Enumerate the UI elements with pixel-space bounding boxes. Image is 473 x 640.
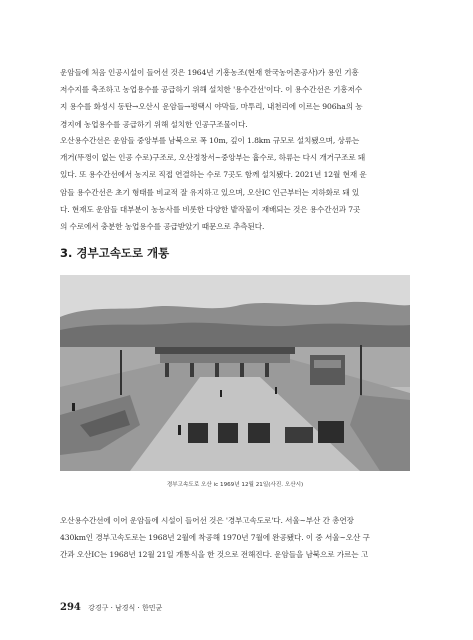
text-line: 경지에 농업용수를 공급하기 위해 설치한 인공구조물이다. xyxy=(60,119,248,129)
text-line: 저수지를 축조하고 농업용수를 공급하기 위해 설치한 '용수간선'이다. 이 용수간선은 기흥저수 xyxy=(60,85,363,95)
text-line: 다. 현재도 운암들 대부분이 농농사를 비롯한 다양한 밭작물이 재배되는 것은 용수간선과 7곳 xyxy=(60,204,361,214)
text-line: 간과 오산IC는 1968년 12월 21일 개통식을 한 것으로 전해진다. 운암들을 남북으로 가르는 고 xyxy=(60,550,369,560)
section-heading: 3. 경부고속도로 개통 xyxy=(60,246,170,260)
text-line: 의 수로에서 충분한 농업용수를 공급받았기 때문으로 추측된다. xyxy=(60,222,265,232)
page-footer xyxy=(60,602,162,613)
photo-caption: 경부고속도로 오산 ic 1969년 12월 21일(사진. 오산시) xyxy=(166,482,304,488)
text-line: 개거(뚜껑이 없는 인공 수로)구조로, 오산정창서~중앙부는 흄수로, 하류는 다시 개거구조로 돼 xyxy=(60,153,366,163)
paragraph-1 xyxy=(60,64,416,133)
text-line: 운암들에 처음 인공시설이 들어선 것은 1964년 기흥농조(현재 한국농어촌공사)가 용인 기흥 xyxy=(60,68,359,77)
highway-photo xyxy=(60,275,410,471)
text-line: 오산용수간선에 이어 운암들에 시설이 들어선 것은 '경부고속도로'다. 서울~부산 간 총연장 xyxy=(60,516,354,525)
text-line: 430km인 경부고속도로는 1968년 2월에 착공해 1970년 7월에 완공됐다. 이 중 서울~오산 구 xyxy=(60,533,370,543)
text-line: 암들 용수간선은 초기 형태를 비교적 잘 유지하고 있으며, 오산IC 인근부터는 지하화로 돼 있 xyxy=(60,187,360,197)
paragraph-3 xyxy=(60,512,416,564)
paragraph-2 xyxy=(60,132,416,235)
text-line: 지 용수를 화성시 동탄→오산시 운암들→평택시 야막들, 마투리, 내천리에 이르는 906ha의 농 xyxy=(60,102,363,112)
page-number: 294 xyxy=(60,602,81,613)
text-line: 오산용수간선은 운암들 중앙부를 남북으로 폭 10m, 깊이 1.8km 규모로 설치됐으며, 상류는 xyxy=(60,136,360,145)
text-line: 있다. 또 용수간선에서 농지로 직접 연결하는 수로 7곳도 함께 설치됐다. 2021년 12월 현재 운 xyxy=(60,170,367,180)
footer-authors: 강경구 · 남경식 · 한민균 xyxy=(88,604,163,612)
